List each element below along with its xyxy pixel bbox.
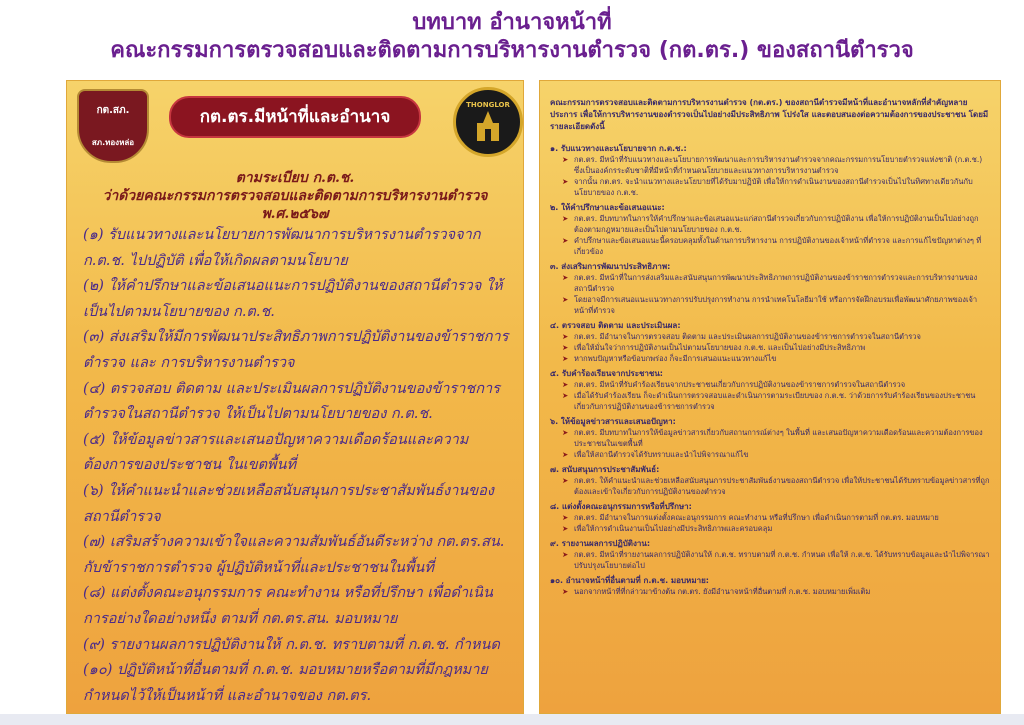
bullet-text: จากนั้น กต.ตร. จะนำแนวทางและนโยบายที่ได้รับมาปฏิบัติ เพื่อให้การดำเนินงานของสถานีตำรวจเป็นไปในทิศทางเดียวกันกับนโยบายของ ก.ต.ช. <box>574 177 973 197</box>
arrow-bullet-icon: ➤ <box>562 295 569 304</box>
arrow-bullet-icon: ➤ <box>562 214 569 223</box>
section-bullet <box>562 176 990 198</box>
bullet-text: เพื่อให้มั่นใจว่าการปฏิบัติงานเป็นไปตามนโยบายของ ก.ต.ช. และเป็นไปอย่างมีประสิทธิภาพ <box>574 343 866 352</box>
section-heading: ๑. รับแนวทางและนโยบายจาก ก.ต.ช.: <box>550 144 687 153</box>
section-heading: ๔. ตรวจสอบ ติดตาม และประเมินผล: <box>550 321 681 330</box>
bullet-text: กต.ตร. มีอำนาจในการแต่งตั้งคณะอนุกรรมการ คณะทำงาน หรือที่ปรึกษา เพื่อดำเนินการตามที่ กต.ตร. มอบหมาย <box>574 513 939 522</box>
section-bullet <box>562 512 990 523</box>
duty-item: (๙) รายงานผลการปฏิบัติงานให้ ก.ต.ช. ทราบตามที่ ก.ต.ช. กำหนด <box>83 636 500 653</box>
duty-item: (๖) ให้คำแนะนำและช่วยเหลือสนับสนุนการประชาสัมพันธ์งานของสถานีตำรวจ <box>83 482 494 525</box>
bullet-text: กต.ตร. มีบทบาทในการให้ข้อมูลข่าวสารเกี่ยวกับสถานการณ์ต่างๆ ในพื้นที่ และเสนอปัญหาความเดือดร้อนและความต้องการของประชาชนในเขตพื้นที่ <box>574 428 983 448</box>
section-bullet <box>562 154 990 176</box>
section-bullet <box>562 272 990 294</box>
section-bullet <box>562 427 990 449</box>
section-heading: ๑๐. อำนาจหน้าที่อื่นตามที่ ก.ต.ช. มอบหมาย: <box>550 576 709 585</box>
arrow-bullet-icon: ➤ <box>562 354 569 363</box>
section-bullet <box>562 353 990 364</box>
arrow-bullet-icon: ➤ <box>562 236 569 245</box>
left-panel <box>66 80 524 714</box>
duties-detail-list <box>550 139 990 597</box>
right-panel <box>539 80 1001 714</box>
arrow-bullet-icon: ➤ <box>562 332 569 341</box>
arrow-bullet-icon: ➤ <box>562 524 569 533</box>
duty-item: (๑๐) ปฏิบัติหน้าที่อื่นตามที่ ก.ต.ช. มอบหมายหรือตามที่มีกฎหมายกำหนดไว้ให้เป็นหน้าที่ และอำนาจของ กต.ตร. <box>83 662 488 704</box>
bullet-text: กต.ตร. มีบทบาทในการให้คำปรึกษาและข้อเสนอแนะแก่สถานีตำรวจเกี่ยวกับการปฏิบัติงาน เพื่อให้การปฏิบัติงานเป็นไปอย่างถูกต้องตามกฎหมายและเป็นไปตามนโยบายของ ก.ต.ช. <box>574 214 979 234</box>
bullet-text: คำปรึกษาและข้อเสนอแนะนี้ครอบคลุมทั้งในด้านการบริหารงาน การปฏิบัติงานของเจ้าหน้าที่ตำรวจ และการแก้ไขปัญหาต่างๆ ที่เกี่ยวข้อง <box>574 236 982 256</box>
section-bullet <box>562 294 990 316</box>
section-bullet <box>562 523 990 534</box>
bullet-text: โดยอาจมีการเสนอแนะแนวทางการปรับปรุงการทำงาน การนำเทคโนโลยีมาใช้ หรือการจัดฝึกอบรมเพื่อพัฒนาศักยภาพของเจ้าหน้าที่ตำรวจ <box>574 295 978 315</box>
bullet-text: กต.ตร. มีหน้าที่รับแนวทางและนโยบายการพัฒนาและการบริหารงานตำรวจจากคณะกรรมการนโยบายตำรวจแห่งชาติ (ก.ต.ช.) ซึ่งเป็นองค์กรระดับชาติที่มีหน้าที่กำหนดนโยบายและแนวทางการบริหารงานตำรวจ <box>574 155 983 175</box>
section-heading: ๗. สนับสนุนการประชาสัมพันธ์: <box>550 465 660 474</box>
emblem-left-text: กต.สภ. <box>96 105 130 116</box>
intro-paragraph: คณะกรรมการตรวจสอบและติดตามการบริหารงานตำรวจ (กต.ตร.) ของสถานีตำรวจมีหน้าที่และอำนาจหลักที่สำคัญหลายประการ เพื่อให้การบริหารงานของตำรวจเป็นไปอย่างมีประสิทธิภาพ โปร่งใส และตอบสนองต่อความต้องการของประชาชน โดยมีรายละเอียดดังนี้ <box>550 98 989 131</box>
duty-item: (๑) รับแนวทางและนโยบายการพัฒนาการบริหารงานตำรวจจาก ก.ต.ช. ไปปฏิบัติ เพื่อให้เกิดผลตามนโยบาย <box>83 227 481 269</box>
section-heading: ๓. ส่งเสริมการพัฒนาประสิทธิภาพ: <box>550 262 671 271</box>
arrow-bullet-icon: ➤ <box>562 273 569 282</box>
arrow-bullet-icon: ➤ <box>562 587 569 596</box>
temple-icon <box>473 109 503 143</box>
arrow-bullet-icon: ➤ <box>562 155 569 164</box>
duty-item: (๔) ตรวจสอบ ติดตาม และประเมินผลการปฏิบัติงานของข้าราชการตำรวจในสถานีตำรวจ ให้เป็นไปตามนโยบายของ ก.ต.ช. <box>83 380 500 423</box>
regulation-subtitle: ตามระเบียบ ก.ต.ช. <box>235 170 355 186</box>
section-bullet <box>562 390 990 412</box>
bullet-text: กต.ตร. มีหน้าที่รายงานผลการปฏิบัติงานให้ ก.ต.ช. ทราบตามที่ ก.ต.ช. กำหนด เพื่อให้ ก.ต.ช. ได้รับทราบข้อมูลและนำไปพิจารณาปรับปรุงนโยบายต่อไป <box>574 550 990 570</box>
section-bullet <box>562 475 990 497</box>
arrow-bullet-icon: ➤ <box>562 177 569 186</box>
section-bullet <box>562 449 990 460</box>
bullet-text: กต.ตร. มีหน้าที่รับคำร้องเรียนจากประชาชนเกี่ยวกับการปฏิบัติงานของข้าราชการตำรวจในสถานีตำรวจ <box>574 380 906 389</box>
emblem-left-subtext: สภ.ทองหล่อ <box>91 138 135 147</box>
regulation-year: พ.ศ.๒๕๖๗ <box>261 206 329 222</box>
duties-list <box>83 223 511 709</box>
arrow-bullet-icon: ➤ <box>562 428 569 437</box>
section-heading: ๘. แต่งตั้งคณะอนุกรรมการหรือที่ปรึกษา: <box>550 502 692 511</box>
arrow-bullet-icon: ➤ <box>562 450 569 459</box>
section-bullet <box>562 549 990 571</box>
section-bullet <box>562 213 990 235</box>
duties-banner: กต.ตร.มีหน้าที่และอำนาจ <box>169 96 421 138</box>
bullet-text: นอกจากหน้าที่ที่กล่าวมาข้างต้น กต.ตร. ยังมีอำนาจหน้าที่อื่นตามที่ ก.ต.ช. มอบหมายเพิ่มเติม <box>574 587 871 596</box>
section-heading: ๙. รายงานผลการปฏิบัติงาน: <box>550 539 651 548</box>
duty-item: (๓) ส่งเสริมให้มีการพัฒนาประสิทธิภาพการปฏิบัติงานของข้าราชการตำรวจ และ การบริหารงานตำรวจ <box>83 329 509 371</box>
bullet-text: เพื่อให้การดำเนินงานเป็นไปอย่างมีประสิทธิภาพและครอบคลุม <box>574 524 773 533</box>
section-heading: ๕. รับคำร้องเรียนจากประชาชน: <box>550 369 664 378</box>
arrow-bullet-icon: ➤ <box>562 550 569 559</box>
regulation-subtitle-2: ว่าด้วยคณะกรรมการตรวจสอบและติดตามการบริหารงานตำรวจ <box>102 188 488 204</box>
duty-item: (๒) ให้คำปรึกษาและข้อเสนอแนะการปฏิบัติงานของสถานีตำรวจ ให้เป็นไปตามนโยบายของ ก.ต.ช. <box>83 278 503 320</box>
bottom-strip <box>0 714 1024 725</box>
arrow-bullet-icon: ➤ <box>562 513 569 522</box>
section-bullet <box>562 586 990 597</box>
arrow-bullet-icon: ➤ <box>562 476 569 485</box>
emblem-right-text: THONGLOR <box>466 101 510 109</box>
page-title-line1: บทบาท อำนาจหน้าที่ <box>412 10 612 35</box>
bullet-text: กต.ตร. มีอำนาจในการตรวจสอบ ติดตาม และประเมินผลการปฏิบัติงานของข้าราชการตำรวจในสถานีตำรวจ <box>574 332 921 341</box>
section-heading: ๖. ให้ข้อมูลข่าวสารและเสนอปัญหา: <box>550 417 676 426</box>
section-heading: ๒. ให้คำปรึกษาและข้อเสนอแนะ: <box>550 203 665 212</box>
section-bullet <box>562 235 990 257</box>
bullet-text: เพื่อให้สถานีตำรวจได้รับทราบและนำไปพิจารณาแก้ไข <box>574 450 749 459</box>
arrow-bullet-icon: ➤ <box>562 391 569 400</box>
duty-item: (๕) ให้ข้อมูลข่าวสารและเสนอปัญหาความเดือดร้อนและความต้องการของประชาชน ในเขตพื้นที่ <box>83 431 469 474</box>
bullet-text: กต.ตร. มีหน้าที่ในการส่งเสริมและสนับสนุนการพัฒนาประสิทธิภาพการปฏิบัติงานของข้าราชการตำรวจและการบริหารงานของสถานีตำรวจ <box>574 273 978 293</box>
arrow-bullet-icon: ➤ <box>562 343 569 352</box>
police-station-emblem-left <box>77 89 149 163</box>
bullet-text: หากพบปัญหาหรือข้อบกพร่อง ก็จะมีการเสนอแนะแนวทางแก้ไข <box>574 354 777 363</box>
duty-item: (๗) เสริมสร้างความเข้าใจและความสัมพันธ์อันดีระหว่าง กต.ตร.สน. กับข้าราชการตำรวจ ผู้ปฏิบัติหน้าที่และประชาชนในพื้นที่ <box>83 534 505 576</box>
arrow-bullet-icon: ➤ <box>562 380 569 389</box>
thonglor-emblem <box>453 87 523 157</box>
section-bullet <box>562 342 990 353</box>
bullet-text: เมื่อได้รับคำร้องเรียน ก็จะดำเนินการตรวจสอบและดำเนินการตามระเบียบของ ก.ต.ช. ว่าด้วยการรับคำร้องเรียนของประชาชนเกี่ยวกับการปฏิบัติงานของข้าราชการตำรวจ <box>574 391 976 411</box>
duty-item: (๘) แต่งตั้งคณะอนุกรรมการ คณะทำงาน หรือที่ปรึกษา เพื่อดำเนินการอย่างใดอย่างหนึ่ง ตามที่ กต.ตร.สน. มอบหมาย <box>83 585 493 627</box>
page-title-line2: คณะกรรมการตรวจสอบและติดตามการบริหารงานตำรวจ (กต.ตร.) ของสถานีตำรวจ <box>110 38 914 63</box>
section-bullet <box>562 379 990 390</box>
section-bullet <box>562 331 990 342</box>
bullet-text: กต.ตร. ให้คำแนะนำและช่วยเหลือสนับสนุนการประชาสัมพันธ์งานของสถานีตำรวจ เพื่อให้ประชาชนได้รับทราบข้อมูลข่าวสารที่ถูกต้องและเข้าใจเกี่ยวกับการปฏิบัติงานของตำรวจ <box>574 476 990 496</box>
